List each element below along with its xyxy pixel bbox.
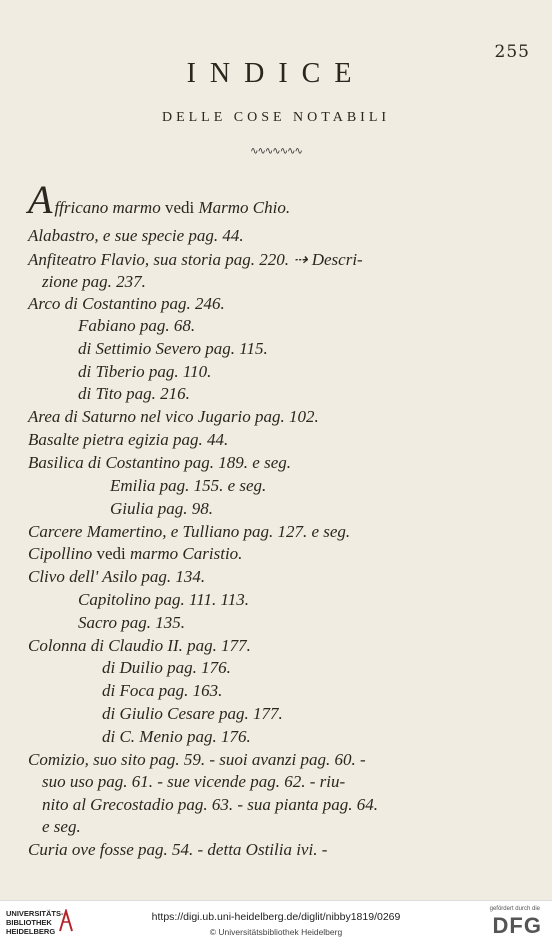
drop-cap: A	[28, 177, 53, 222]
index-subentry: di Giulio Cesare pag. 177.	[102, 704, 283, 723]
index-entry: Carcere Mamertino, e Tulliano pag. 127. e seg.	[28, 522, 351, 541]
index-subentry: di Settimio Severo pag. 115.	[78, 339, 268, 358]
source-url-link[interactable]: https://digi.ub.uni-heidelberg.de/diglit/nibby1819/0269	[151, 911, 401, 923]
index-entry: Colonna di Claudio II. pag. 177.	[28, 636, 251, 655]
index-entry-continuation: suo uso pag. 61. - sue vicende pag. 62. - riu-	[42, 772, 346, 791]
page-title: INDICE	[186, 58, 366, 89]
index-subentry: Giulia pag. 98.	[110, 499, 213, 518]
index-entry: Affricano marmo vedi Marmo Chio.	[28, 177, 291, 222]
index-subentry: Fabiano pag. 68.	[78, 316, 196, 335]
dfg-caption: gefördert durch die	[489, 906, 540, 912]
page-subtitle: DELLE COSE NOTABILI	[161, 110, 391, 125]
index-entry-continuation: nito al Grecostadio pag. 63. - sua pianta pag. 64.	[42, 795, 379, 814]
ornament-divider: ∿∿∿∿∿∿∿	[250, 146, 302, 157]
index-entry: Basalte pietra egizia pag. 44.	[28, 430, 229, 449]
index-subentry: di Tiberio pag. 110.	[78, 362, 212, 381]
index-entry-continuation: zione pag. 237.	[42, 272, 146, 291]
index-entry: Curia ove fosse pag. 54. - detta Ostilia ivi. -	[28, 840, 328, 859]
index-entry: Arco di Costantino pag. 246.	[28, 294, 225, 313]
index-subentry: Sacro pag. 135.	[78, 613, 186, 632]
index-entry: Alabastro, e sue specie pag. 44.	[28, 226, 244, 245]
index-entry: Comizio, suo sito pag. 59. - suoi avanzi pag. 60. -	[28, 750, 366, 769]
library-logo-text: UNIVERSITÄTS- BIBLIOTHEK HEIDELBERG	[6, 909, 64, 936]
index-subentry: Emilia pag. 155. e seg.	[110, 476, 267, 495]
index-entry: Area di Saturno nel vico Jugario pag. 102.	[28, 407, 319, 426]
index-subentry: di Tito pag. 216.	[78, 384, 190, 403]
index-entry: Clivo dell' Asilo pag. 134.	[28, 567, 206, 586]
index-entry: Basilica di Costantino pag. 189. e seg.	[28, 453, 292, 472]
index-subentry: di Foca pag. 163.	[102, 681, 223, 700]
index-subentry: Capitolino pag. 111. 113.	[78, 590, 249, 609]
viewer-footer	[0, 900, 552, 944]
index-entry: Cipollino vedi marmo Caristio.	[28, 544, 243, 563]
index-entry: Anfiteatro Flavio, sua storia pag. 220. ⇢ Descri-	[28, 250, 363, 269]
copyright-notice: © Universitätsbibliothek Heidelberg	[209, 927, 343, 937]
dfg-logo: DFG	[492, 913, 542, 938]
index-entry-continuation: e seg.	[42, 817, 81, 836]
index-subentry: di Duilio pag. 176.	[102, 658, 231, 677]
page-number: 255	[494, 42, 530, 62]
index-subentry: di C. Menio pag. 176.	[102, 727, 251, 746]
